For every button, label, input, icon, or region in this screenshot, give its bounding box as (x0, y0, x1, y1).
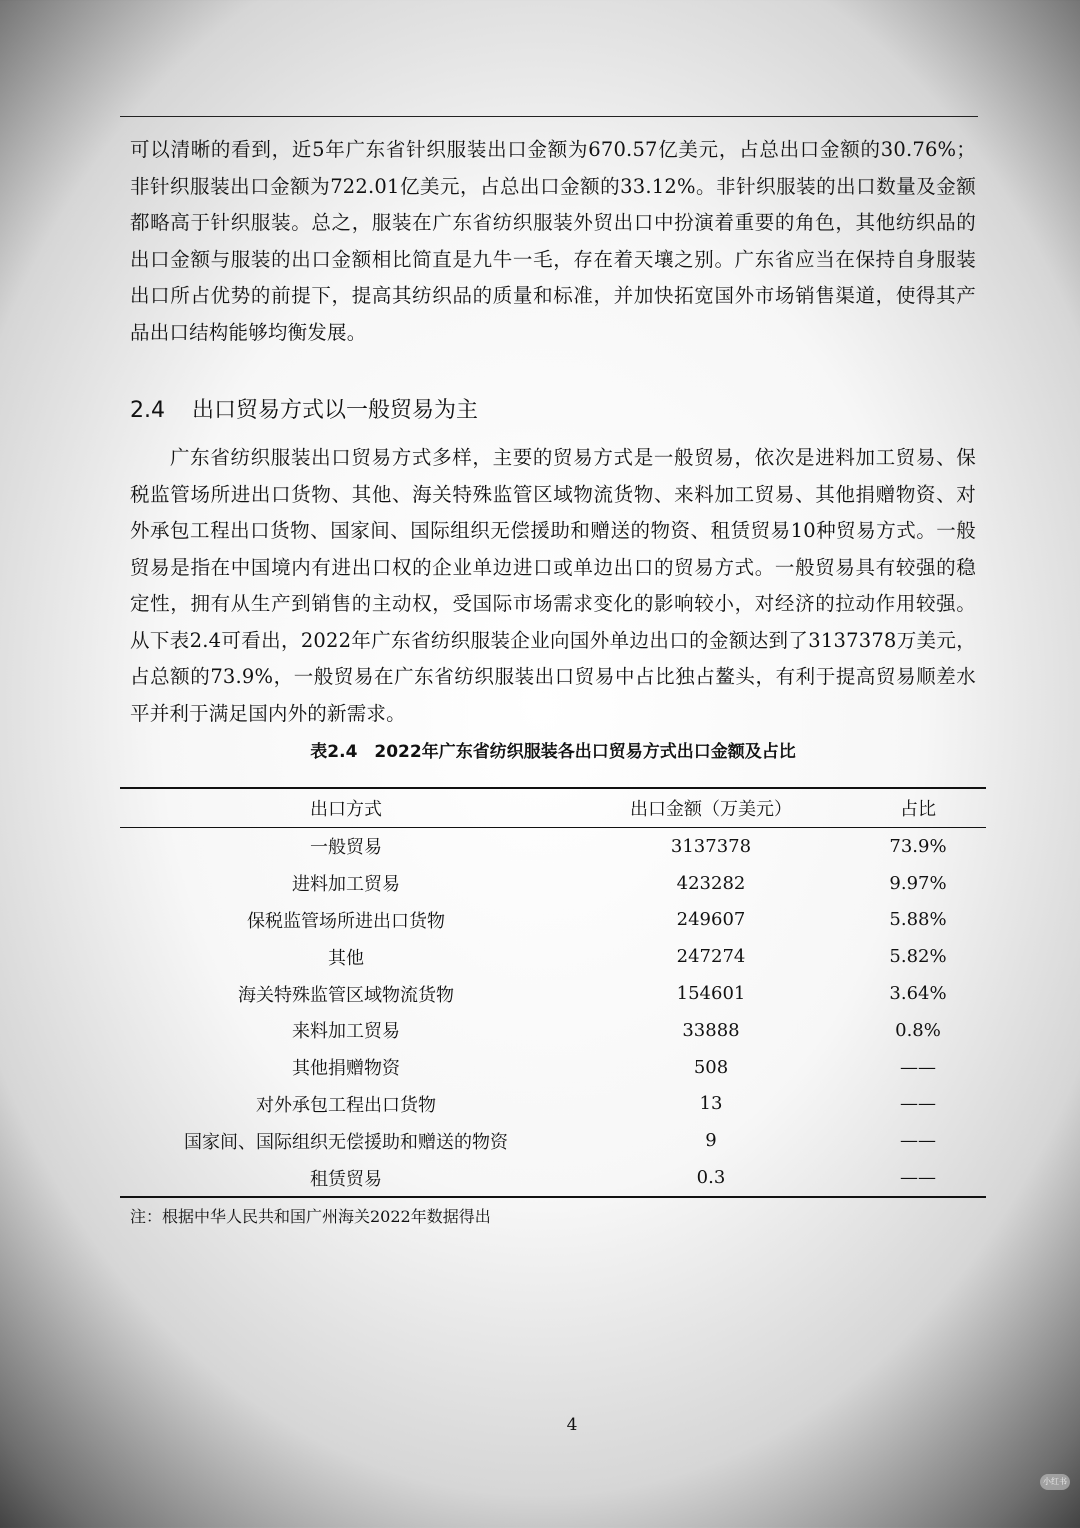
header-share: 占比 (900, 799, 936, 820)
cell-mode: 对外承包工程出口货物 (256, 1094, 436, 1116)
cell-share: 5.82% (889, 946, 947, 968)
cell-amount: 9 (705, 1130, 717, 1152)
cell-amount: 423282 (676, 872, 746, 894)
cell-share: 73.9% (889, 835, 947, 857)
cell-mode: 租赁贸易 (310, 1168, 382, 1190)
cell-share: 3.64% (889, 983, 947, 1005)
page-number: 4 (566, 1415, 578, 1435)
cell-mode: 海关特殊监管区域物流货物 (238, 984, 454, 1006)
cell-amount: 247274 (676, 946, 746, 968)
cell-mode: 其他捐赠物资 (292, 1058, 400, 1080)
cell-share: —— (900, 1130, 936, 1152)
table-row (120, 1049, 986, 1086)
cell-amount: 13 (699, 1093, 723, 1115)
paragraph-2: 广东省纺织服装出口贸易方式多样，主要的贸易方式是一般贸易，依次是进料加工贸易、保税监管场所进出口货物、其他、海关特殊监管区域物流货物、来料加工贸易、其他捐赠物资、对外承包工程出口货物、国家间、国际组织无偿援助和赠送的物资、租赁贸易10种贸易方式。一般贸易是指在中国境内有进出口权的企业单边进口或单边出口的贸易方式。一般贸易具有较强的稳定性，拥有从生产到销售的主动权，受国际市场需求变化的影响较小，对经济的拉动作用较强。从下表2.4可看出，2022年广东省纺织服装企业向国外单边出口的金额达到了3137378万美元，占总额的73.9%，一般贸易在广东省纺织服装出口贸易中占比独占鳌头，有利于提高贸易顺差水平并利于满足国内外的新需求。 (130, 446, 976, 725)
table-row (120, 975, 986, 1012)
table-header-row (120, 788, 986, 828)
cell-mode: 保税监管场所进出口货物 (247, 910, 445, 932)
table-note: 注：根据中华人民共和国广州海关2022年数据得出 (130, 1207, 491, 1226)
cell-share: —— (900, 1056, 936, 1078)
table-row (120, 1012, 986, 1049)
header-rule (120, 116, 978, 117)
cell-amount: 508 (693, 1056, 729, 1078)
cell-amount: 0.3 (696, 1167, 726, 1189)
table-row (120, 828, 986, 865)
header-export-amount: 出口金额（万美元） (630, 799, 792, 820)
section-title: 出口贸易方式以一般贸易为主 (192, 398, 479, 423)
cell-mode: 国家间、国际组织无偿援助和赠送的物资 (184, 1131, 508, 1153)
table-caption: 表2.4 2022年广东省纺织服装各出口贸易方式出口金额及占比 (310, 742, 796, 762)
cell-mode: 进料加工贸易 (292, 874, 400, 896)
cell-share: —— (900, 1167, 936, 1189)
cell-share: 0.8% (895, 1019, 941, 1041)
cell-mode: 来料加工贸易 (292, 1021, 400, 1043)
table-row (120, 865, 986, 902)
cell-amount: 33888 (682, 1019, 740, 1041)
cell-amount: 249607 (676, 909, 746, 931)
section-number: 2.4 (130, 398, 165, 423)
table-row (120, 1122, 986, 1159)
watermark-logo: 小红书 (1040, 1474, 1070, 1490)
cell-share: —— (900, 1093, 936, 1115)
cell-amount: 154601 (676, 983, 746, 1005)
cell-mode: 一般贸易 (310, 837, 382, 859)
table-row (120, 902, 986, 939)
table-row (120, 938, 986, 975)
export-mode-table (120, 787, 986, 1198)
table-row (120, 1086, 986, 1123)
paragraph-1: 可以清晰的看到，近5年广东省针织服装出口金额为670.57亿美元，占总出口金额的30.76%；非针织服装出口金额为722.01亿美元，占总出口金额的33.12%。非针织服装的出口数量及金额都略高于针织服装。总之，服装在广东省纺织服装外贸出口中扮演着重要的角色，其他纺织品的出口金额与服装的出口金额相比简直是九牛一毛，存在着天壤之别。广东省应当在保持自身服装出口所占优势的前提下，提高其纺织品的质量和标准，并加快拓宽国外市场销售渠道，使得其产品出口结构能够均衡发展。 (130, 138, 976, 344)
table-row (120, 1159, 986, 1197)
cell-share: 9.97% (889, 872, 947, 894)
header-export-mode: 出口方式 (310, 799, 382, 820)
section-heading (130, 393, 478, 429)
cell-share: 5.88% (889, 909, 947, 931)
cell-amount: 3137378 (670, 835, 752, 857)
cell-mode: 其他 (328, 947, 364, 969)
